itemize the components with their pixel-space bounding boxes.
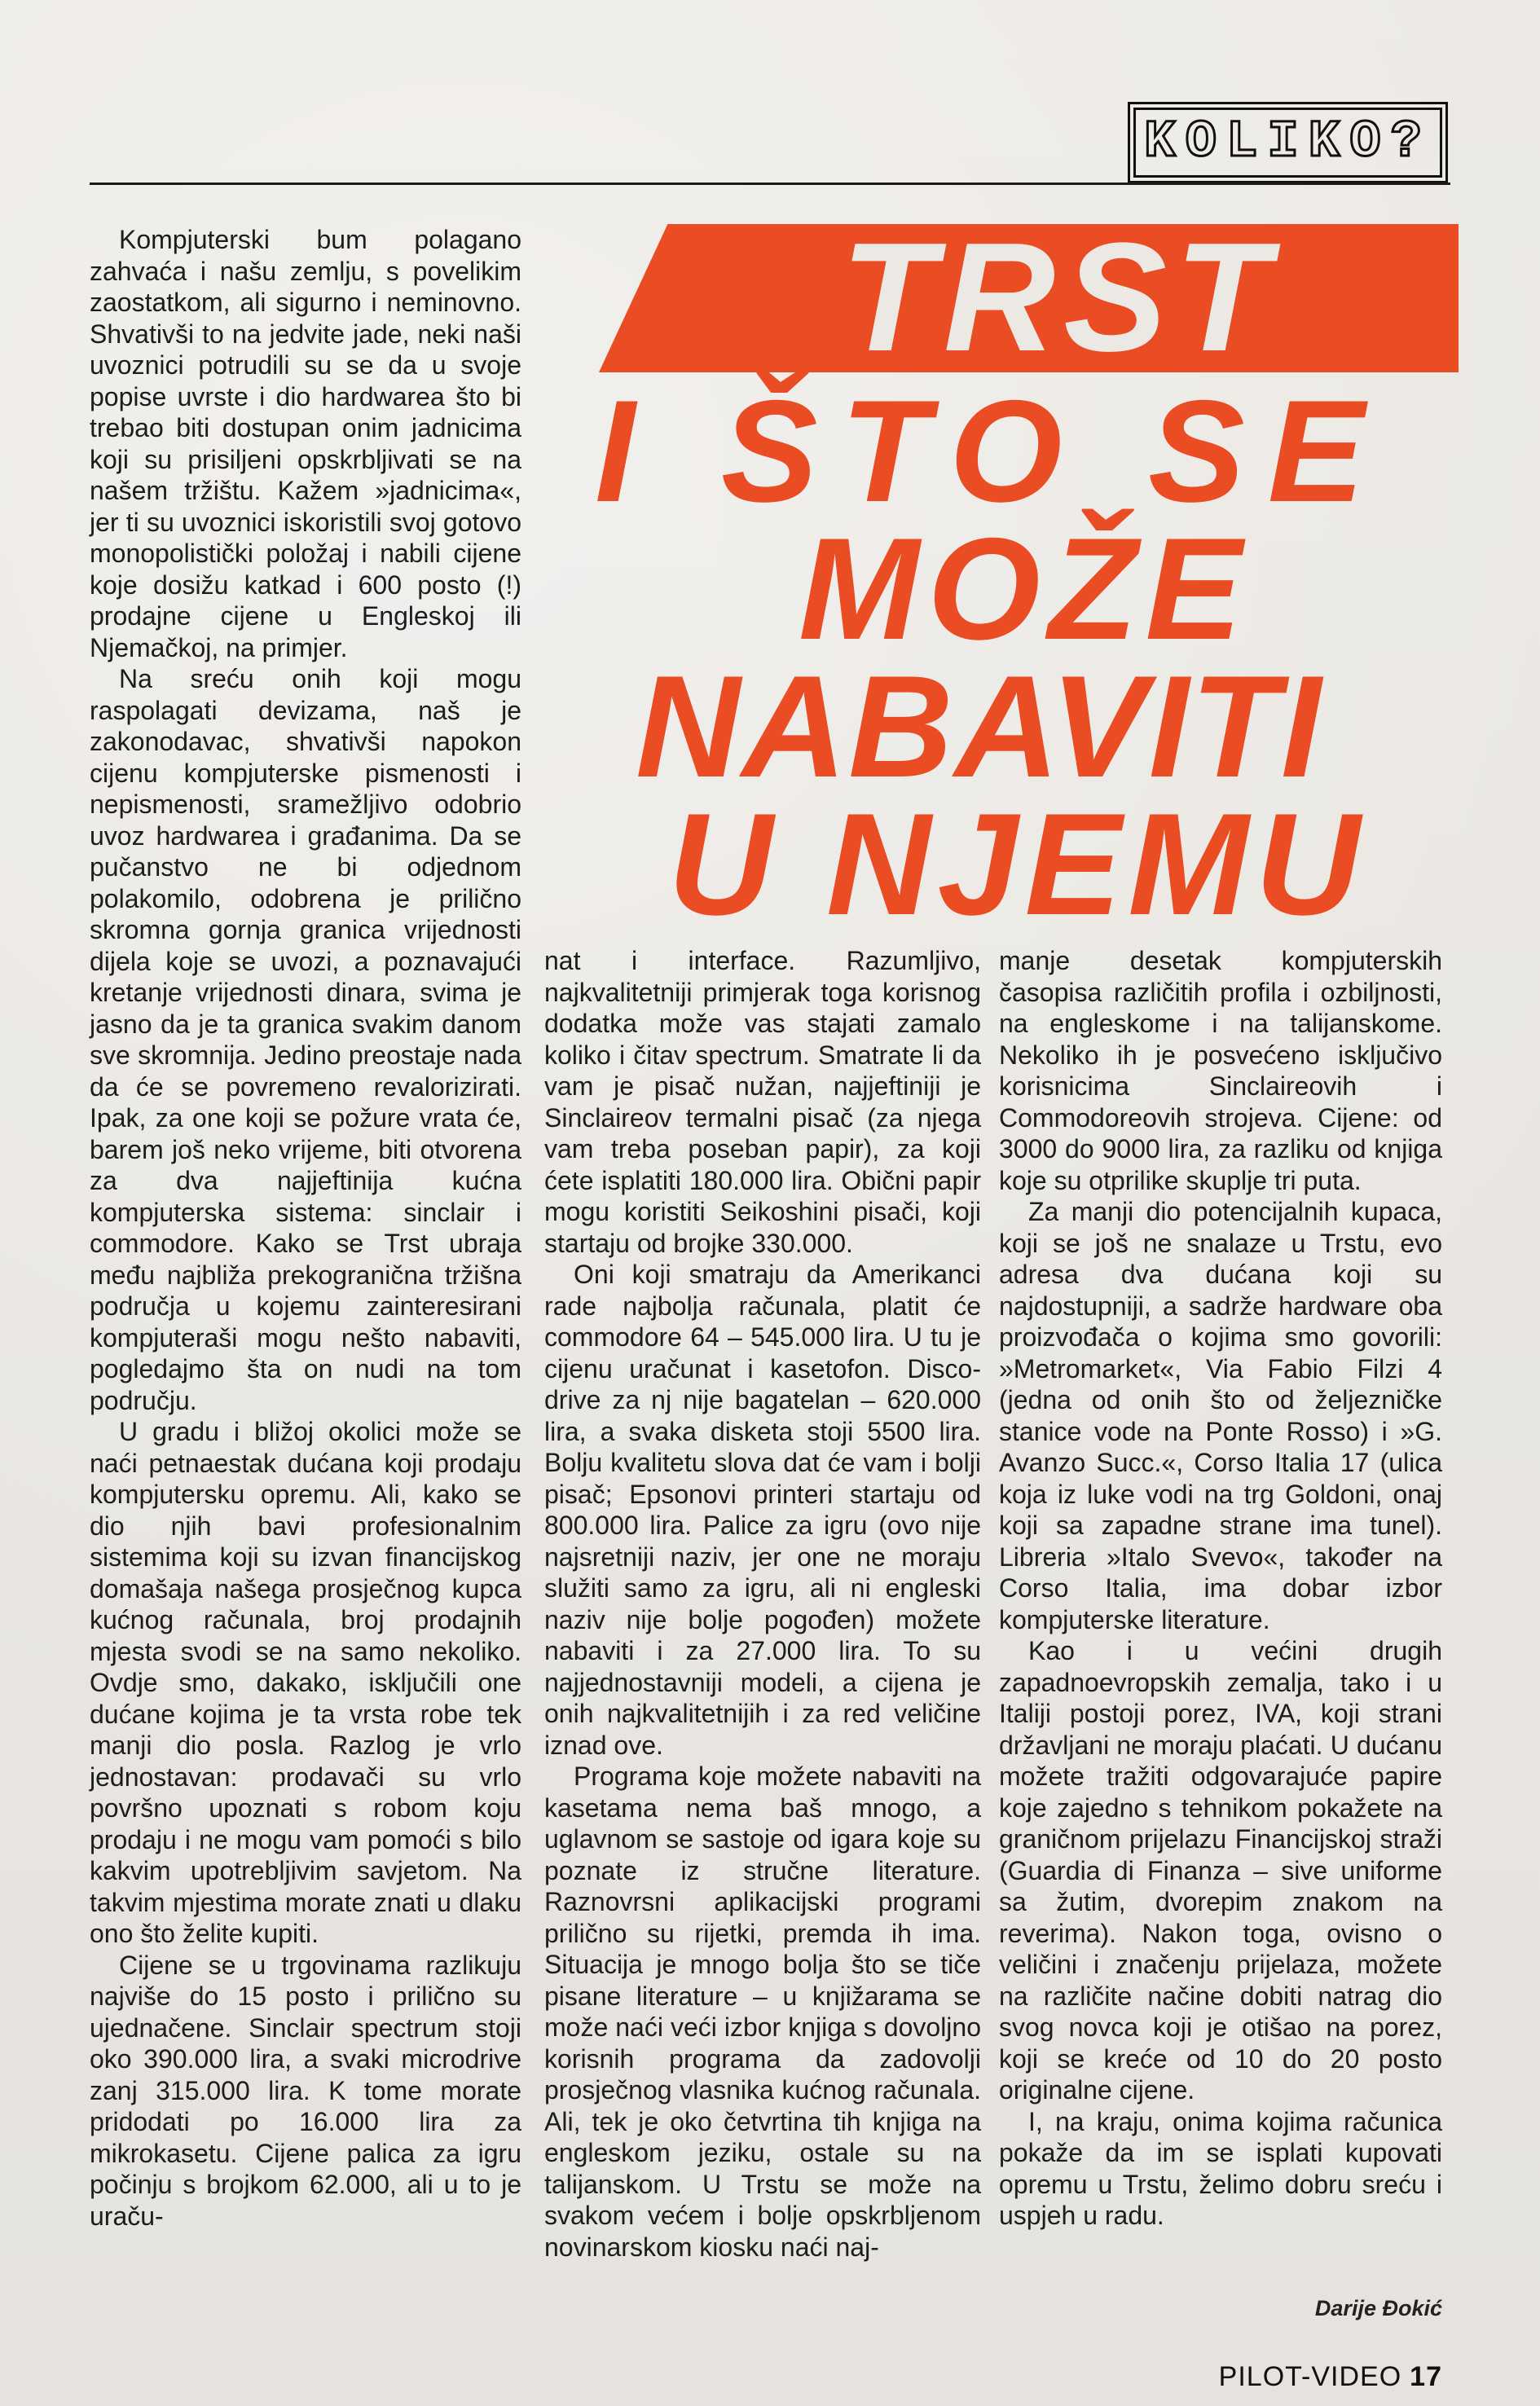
paragraph: U gradu i bližoj okolici može se naći petnaestak dućana koji prodaju kompjutersku opremu. Ali, kako se dio njih bavi profesionalnim sistemima koji su izvan financijskog domašaja našega prosječnog kupca kućnog računala, broj prodajnih mjesta svodi se na samo nekoliko. Ovdje smo, dakako, isključili one dućane kojima je ta vrsta robe tek manji dio posla. Razlog je vrlo jednostavan: prodavači su vrlo površno upoznati s robom koju prodaju i ne mogu vam pomoći s bilo kakvim upotrebljivim savjetom. Na takvim mjestima morate znati u dlaku ono što želite kupiti. [90,1417,521,1948]
paragraph: Oni koji smatraju da Amerikanci rade najbolja računala, platit će commodore 64 – 545.000 lira. U tu je cijenu uračunat i kasetofon. Disco-drive za nj nije bagatelan – 620.000 lira, a svaka disketa stoji 5500 lira. Bolju kvalitetu slova dat će vam i bolji pisač; Epsonovi printeri startaju od 800.000 lira. Palice za igru (ovo nije najsretniji naziv, jer one ne moraju služiti samo za igru, ali ni engleski naziv nije bolje pogođen) možete nabaviti i za 27.000 lira. To su najjednostavniji modeli, a cijena je onih najkvalitetnijih i za red veličine iznad ove. [544,1260,981,1760]
paragraph: I, na kraju, onima kojima računica pokaže da im se isplati kupovati opremu u Trstu, želimo dobru sreću i uspjeh u radu. [999,2106,1442,2230]
headline [570,211,1459,946]
article-column-2 [544,945,981,2263]
headline-line-3: MOŽE [799,508,1251,671]
page-footer [1219,2361,1442,2393]
paragraph: Kao i u većini drugih zapadnoevropskih zemalja, tako i u Italiji postoji porez, IVA, koji strani državljani ne moraju plaćati. U dućanu možete tražiti odgovarajuće papire koje zajedno s tehnikom pokažete na graničnom prijelazu Financijskoj straži (Guardia di Finanza – sive uniforme sa žutim, dvorepim znakom na reverima). Nakon toga, ovisno o veličini i značenju prijelaza, možete na različite načine dobiti natrag dio svog novca koji je otišao na porez, koji se kreće od 10 do 20 posto originalne cijene. [999,1636,1442,2105]
paragraph: Za manji dio potencijalnih kupaca, koji se još ne snalaze u Trstu, evo adresa dva dućana koji su najdostupniji, a sadrže hardware oba proizvođača o kojima smo govorili: »Metromarket«, Via Fabio Filzi 4 (jedna od onih što od željezničke stanice vode na Ponte Rosso) i »G. Avanzo Succ.«, Corso Italia 17 (ulica koja iz luke vodi na trg Goldoni, onaj koji sa zapadne strane ima tunel). Libreria »Italo Svevo«, također na Corso Italia, ima dobar izbor kompjuterske literature. [999,1197,1442,1634]
author-byline: Darije Đokić [1314,2296,1442,2320]
headline-line-1: TRST [840,211,1278,384]
section-label: KOLIKO? [1133,108,1442,178]
headline-line-4: NABAVITI [636,645,1323,808]
article-column-1 [90,224,521,2232]
paragraph: Kompjuterski bum polagano zahvaća i našu zemlju, s povelikim zaostatkom, ali sigurno i neminovno. Shvativši to na jedvite jade, neki naši uvoznici potrudili su se da u svoje popise uvrste i dio hardwarea što bi trebao biti dostupan onim jadnicima koji su prisiljeni opskrbljivati se na našem tržištu. Kažem »jadnicima«, jer ti su uvoznici iskoristili svoj gotovo monopolistički položaj i nabili cijene koje dosižu katkad i 600 posto (!) prodajne cijene u Engleskoj ili Njemačkoj, na primjer. [90,225,521,662]
paragraph: Cijene se u trgovinama razlikuju najviše do 15 posto i prilično su ujednačene. Sinclair spectrum stoji oko 390.000 lira, a svaki microdrive zanj 315.000 lira. K tome morate pridodati po 16.000 lira za mikrokasetu. Cijene palica za igru počinju s brojkom 62.000, ali u to je uraču- [90,1950,521,2231]
paragraph: nat i interface. Razumljivo, najkvalitetniji primjerak toga korisnog dodatka može vas stajati zamalo koliko i čitav spectrum. Smatrate li da vam je pisač nužan, najjeftiniji je Sinclaireov termalni pisač (za njega vam treba poseban papir), za koji ćete isplatiti 180.000 lira. Obični papir mogu koristiti Seikoshini pisači, koji startaju od brojke 330.000. [544,946,981,1258]
publication-name: PILOT-VIDEO [1218,2361,1402,2392]
top-rule [90,183,1450,185]
paragraph: manje desetak kompjuterskih časopisa različitih profila i ozbiljnosti, na engleskome i na talijanskome. Nekoliko ih je posvećeno isključivo korisnicima Sinclaireovih i Commodoreovih strojeva. Cijene: od 3000 do 9000 lira, za razliku od knjiga koje su otprilike skuplje tri puta. [999,946,1442,1195]
article-column-3 [999,945,1442,2232]
paragraph: Programa koje možete nabaviti na kasetama nema baš mnogo, a uglavnom se sastoje od igara koje su poznate iz stručne literature. Raznovrsni aplikacijski programi prilično su rijetki, premda ih ima. Situacija je mnogo bolja što se tiče pisane literature – u knjižarama se može naći veći izbor knjiga s dovoljno korisnih programa da zadovolji prosječnog vlasnika kućnog računala. Ali, tek je oko četvrtina tih knjiga na engleskom jeziku, ostale su na talijanskom. U Trstu se može na svakom većem i bolje opskrbljenom novinarskom kiosku naći naj- [544,1762,981,2262]
paragraph: Na sreću onih koji mogu raspolagati devizama, naš je zakonodavac, shvativši napokon cijenu kompjuterske pismenosti i nepismenosti, sramežljivo odobrio uvoz hardwarea i građanima. Da se pučanstvo ne bi odjednom polakomilo, odobrena je prilično skromna gornja granica vrijednosti dijela koje se uvozi, a poznavajući kretanje vrijednosti dinara, svima je jasno da je ta granica svakim danom sve skromnija. Jedino preostaje nada da će se povremeno revalorizirati. Ipak, za one koji se požure vrata će, barem još neko vrijeme, biti otvorena za dva najjeftinija kućna kompjuterska sistema: sinclair i commodore. Kako se Trst ubraja među najbliža prekogranična tržišna područja u kojemu zainteresirani kompjuteraši mogu nešto nabaviti, pogledajmo šta on nudi na tom području. [90,664,521,1415]
headline-line-5: U NJEMU [668,783,1367,946]
page-number: 17 [1410,2361,1442,2392]
headline-line-2: I ŠTO SE [595,370,1388,532]
